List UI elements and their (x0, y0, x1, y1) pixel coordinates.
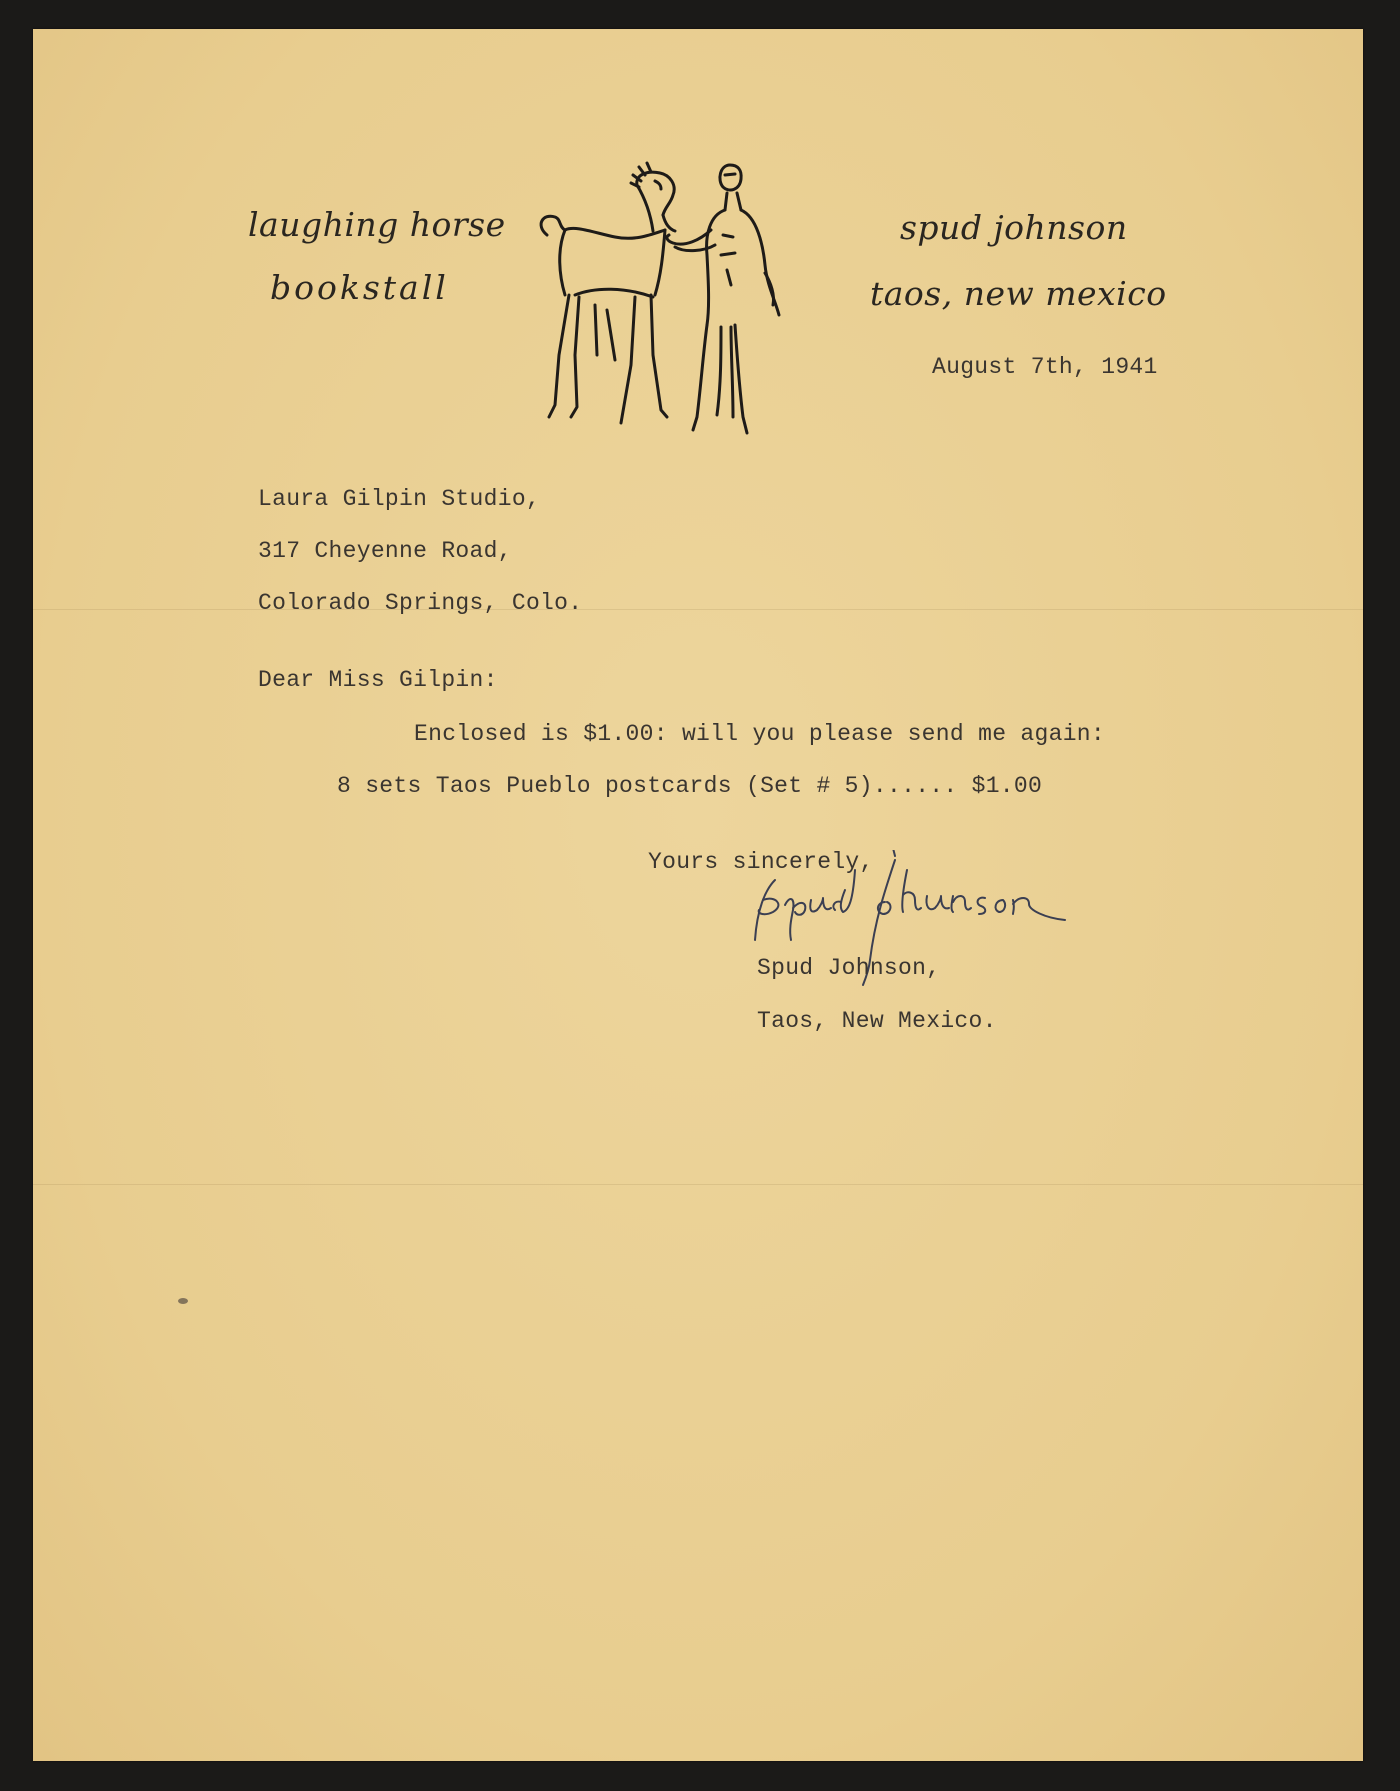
address-line-1: Laura Gilpin Studio, (258, 486, 541, 512)
body-line-1: Enclosed is $1.00: will you please send me again: (414, 721, 1106, 747)
letterhead-right-line2: taos, new mexico (870, 274, 1167, 313)
letterhead-right-line1: spud johnson (900, 208, 1128, 247)
letter-date: August 7th, 1941 (932, 354, 1158, 380)
signer-location: Taos, New Mexico. (757, 1008, 997, 1034)
salutation: Dear Miss Gilpin: (258, 667, 498, 693)
address-line-3: Colorado Springs, Colo. (258, 590, 583, 616)
letterhead-left-line2: bookstall (270, 268, 449, 307)
horse-and-man-logo-icon (535, 155, 820, 445)
paper-speck (178, 1298, 188, 1304)
fold-line (33, 1184, 1363, 1185)
closing: Yours sincerely, (648, 849, 874, 875)
fold-line (33, 609, 1363, 610)
handwritten-signature (745, 850, 1145, 1020)
body-line-2: 8 sets Taos Pueblo postcards (Set # 5)...... $1.00 (337, 773, 1043, 799)
address-line-2: 317 Cheyenne Road, (258, 538, 512, 564)
letterhead-left-line1: laughing horse (248, 205, 506, 244)
signer-name: Spud Johnson, (757, 955, 941, 981)
